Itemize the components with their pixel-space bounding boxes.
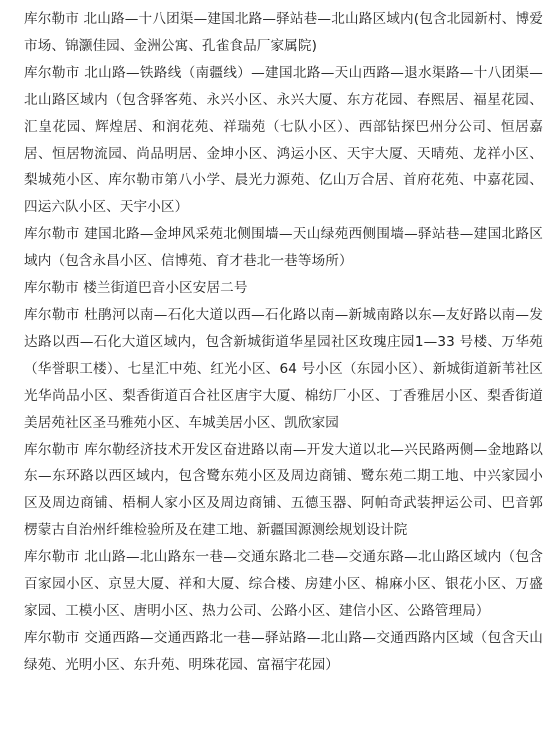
area-entry-6: 库尔勒市 库尔勒经济技术开发区奋进路以南—开发大道以北—兴民路两侧—金地路以东—东环路以西区域内，包含鹭东苑小区及周边商铺、鹭东苑二期工地、中兴家园小区及周边商铺、梧桐人家小区及周边商铺、五德玉器、阿帕奇武装押运公司、巴音郭楞蒙古自治州纤维检验所及在建工地、新疆国源测绘规划设计院 [24, 441, 543, 539]
area-entry-7: 库尔勒市 北山路—北山路东一巷—交通东路北二巷—交通东路—北山路区域内（包含百家园小区、京昱大厦、祥和大厦、综合楼、房建小区、棉麻小区、银花小区、万盛家园、工模小区、唐明小区、热力公司、公路小区、建信小区、公路管理局） [24, 549, 543, 619]
area-entry-5: 库尔勒市 杜鹃河以南—石化大道以西—石化路以南—新城南路以东—友好路以南—发达路以西—石化大道区域内，包含新城街道华星园社区玫瑰庄园1—33 号楼、万华苑（华誉职工楼）、七星汇中苑、红光小区、64 号小区（东园小区）、新城街道新苇社区光华尚品小区、梨香街道百合社区唐宇大厦、棉纺厂小区、丁香雅居小区、梨香街道美居苑社区圣马雅苑小区、车城美居小区、凯欣家园 [24, 306, 543, 431]
area-entry-2: 库尔勒市 北山路—铁路线（南疆线）—建国北路—天山西路—退水渠路—十八团渠—北山路区域内（包含驿客苑、永兴小区、永兴大厦、东方花园、春熙居、福星花园、汇皇花园、辉煌居、和润花苑、祥瑞苑（七队小区）、西部钻探巴州分公司、恒居嘉居、恒居物流园、尚品明居、金坤小区、鸿运小区、天宇大厦、天晴苑、龙祥小区、梨城苑小区、库尔勒市第八小学、晨光力源苑、亿山万合居、首府花苑、中嘉花园、四运六队小区、天宇小区） [24, 64, 543, 216]
area-entry-8: 库尔勒市 交通西路—交通西路北一巷—驿站路—北山路—交通西路内区域（包含天山绿苑、光明小区、东升苑、明珠花园、富福宇花园） [24, 629, 543, 673]
area-entry-1: 库尔勒市 北山路—十八团渠—建国北路—驿站巷—北山路区域内(包含北园新村、博爱市场、锦灏佳园、金洲公寓、孔雀食品厂家属院) [24, 11, 543, 54]
area-entry-3: 库尔勒市 建国北路—金坤风采苑北侧围墙—天山绿苑西侧围墙—驿站巷—建国北路区域内（包含永昌小区、信博苑、育才巷北一巷等场所） [24, 226, 543, 270]
area-entry-4: 库尔勒市 楼兰街道巴音小区安居二号 [24, 280, 248, 297]
